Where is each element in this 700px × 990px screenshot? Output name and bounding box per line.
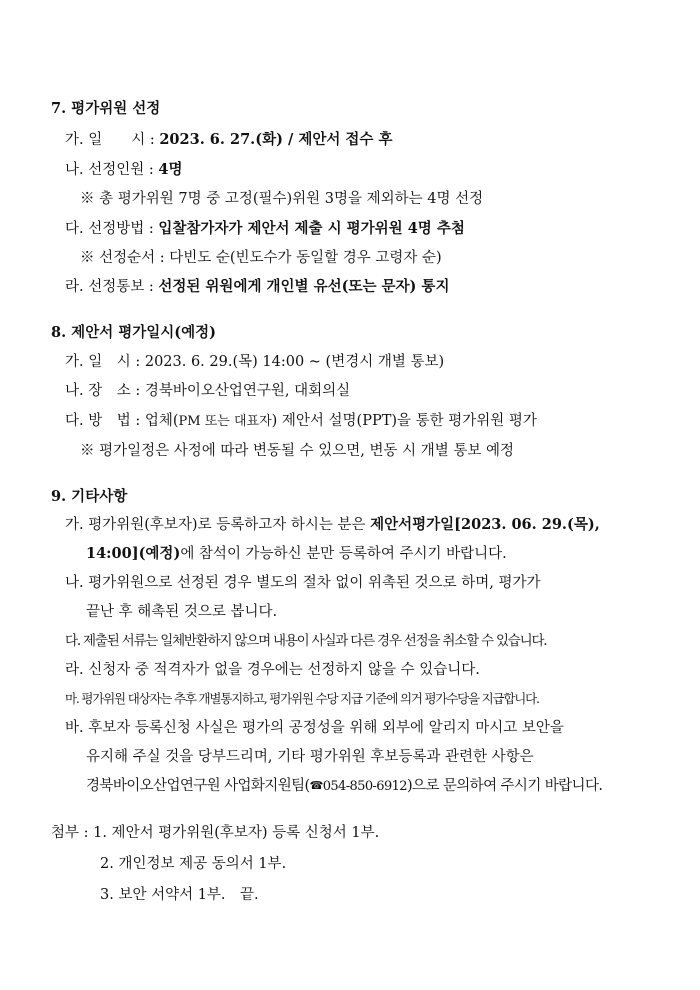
s7-count-value: 4명 (158, 161, 183, 178)
s7-method-value: 입찰참가자가 제안서 제출 시 평가위원 4명 추첨 (158, 220, 465, 237)
s8-method-pre: 다. 방 법 : 업체( (65, 413, 179, 429)
s7-method-line (65, 219, 465, 239)
s7-count-line (65, 160, 182, 180)
s9-ga2-bold: 14:00](예정) (86, 545, 181, 562)
s8-method-small: PM 또는 대표자 (178, 414, 272, 429)
telephone-icon: ☎ (309, 779, 323, 792)
s9-ba-line3 (86, 776, 602, 797)
s9-ba-line1: 바. 후보자 등록신청 사실은 평가의 공정성을 위해 외부에 알리지 마시고 보안을 (65, 720, 564, 736)
s7-notify-line (65, 277, 449, 297)
s9-ga-pre: 가. 평가위원(후보자)로 등록하고자 하시는 분은 (65, 517, 371, 533)
s7-order-note: ※ 선정순서 : 다빈도 순(빈도수가 동일할 경우 고령자 순) (80, 250, 442, 266)
section-7-heading: 7. 평가위원 선정 (51, 100, 161, 117)
s9-ba3-pre: 경북바이오산업연구원 사업화지원팀( (86, 778, 310, 794)
s9-ga-line1 (65, 515, 600, 535)
attachment-item-1: 첨부 : 1. 제안서 평가위원(후보자) 등록 신청서 1부. (51, 825, 380, 841)
s9-ma-line: 마. 평가위원 대상자는 추후 개별통지하고, 평가위원 수당 지급 기준에 의거 평가수당을 지급합니다. (65, 691, 539, 706)
s8-method-post: ) 제안서 설명(PPT)을 통한 평가위원 평가 (271, 413, 537, 429)
s9-ga-bold: 제안서평가일[2023. 06. 29.(목), (370, 516, 600, 533)
s9-ba3-phone: 054-850-6912 (322, 779, 407, 794)
s9-ba-line2: 유지해 주실 것을 당부드리며, 기타 평가위원 후보등록과 관련한 사항은 (86, 749, 534, 765)
s9-ga2-post: 에 참석이 가능하신 분만 등록하여 주시기 바랍니다. (180, 546, 507, 562)
s7-count-note: ※ 총 평가위원 7명 중 고정(필수)위원 3명을 제외하는 4명 선정 (80, 191, 484, 207)
s8-date: 가. 일 시 : 2023. 6. 29.(목) 14:00 ~ (변경시 개별 통보) (65, 354, 445, 370)
s9-ra-line: 라. 신청자 중 적격자가 없을 경우에는 선정하지 않을 수 있습니다. (65, 662, 480, 678)
attachment-item-2: 2. 개인정보 제공 동의서 1부. (100, 856, 287, 872)
attachment-item-3: 3. 보안 서약서 1부. 끝. (100, 887, 259, 903)
s9-na-line2: 끝난 후 해촉된 것으로 봅니다. (86, 604, 278, 620)
s9-ba3-post: )으로 문의하여 주시기 바랍니다. (406, 778, 603, 794)
s9-ga-line2 (86, 544, 507, 564)
s7-count-label: 나. 선정인원 : (65, 162, 159, 178)
s9-na-line1: 나. 평가위원으로 선정된 경우 별도의 절차 없이 위촉된 것으로 하며, 평가가 (65, 575, 541, 591)
s8-method-line (65, 411, 537, 432)
s7-method-label: 다. 선정방법 : (65, 221, 159, 237)
s9-da-line: 다. 제출된 서류는 일체반환하지 않으며 내용이 사실과 다른 경우 선정을 취소할 수 있습니다. (65, 633, 547, 649)
s7-notify-label: 라. 선정통보 : (65, 279, 159, 295)
s7-date-label: 가. 일 시 : (65, 132, 160, 148)
s8-place: 나. 장 소 : 경북바이오산업연구원, 대회의실 (65, 383, 351, 399)
section-9-heading: 9. 기타사항 (51, 488, 128, 505)
s7-notify-value: 선정된 위원에게 개인별 유선(또는 문자) 통지 (158, 278, 450, 295)
section-8-heading: 8. 제안서 평가일시(예정) (51, 324, 217, 341)
s7-date-value: 2023. 6. 27.(화) / 제안서 접수 후 (159, 131, 393, 148)
s8-note: ※ 평가일정은 사정에 따라 변동될 수 있으면, 변동 시 개별 통보 예정 (80, 443, 514, 459)
s7-date-line (65, 130, 392, 150)
